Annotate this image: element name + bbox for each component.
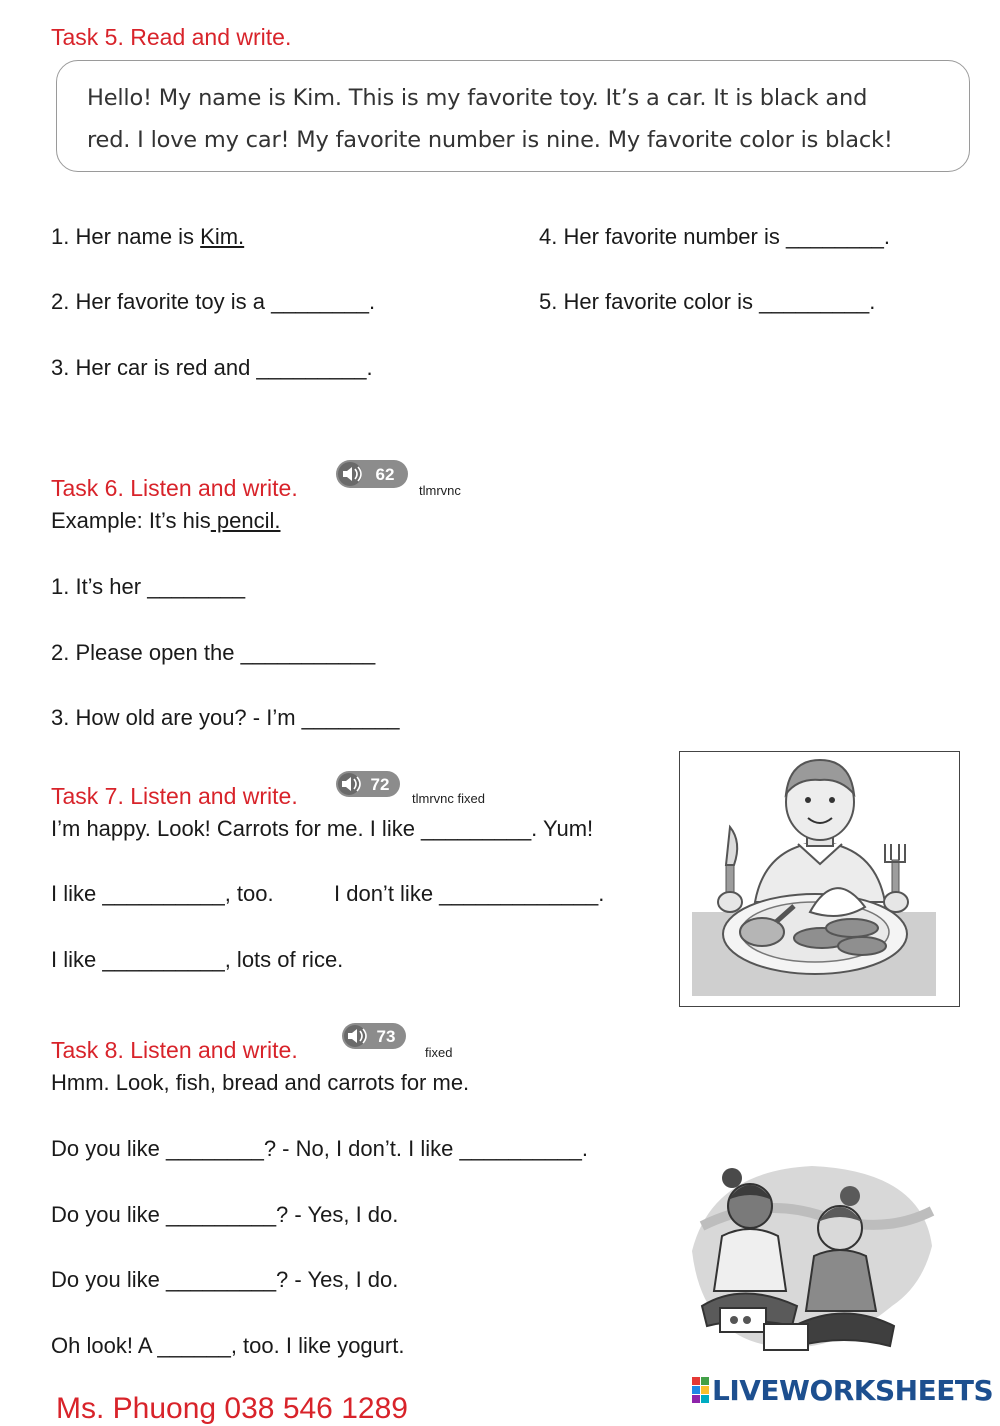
task7-note: tlmrvnc fixed — [412, 791, 485, 806]
boy-eating-picture — [679, 751, 960, 1007]
audio-track-number: 73 — [376, 1027, 396, 1046]
example-answer: pencil. — [210, 508, 281, 533]
task6-note: tlmrvnc — [419, 483, 461, 498]
task7-line-2b[interactable]: I don’t like _____________. — [334, 881, 605, 906]
task6-example — [51, 508, 281, 534]
liveworksheets-logo — [692, 1374, 993, 1406]
audio-track-number: 62 — [375, 465, 395, 484]
task5-question-4[interactable]: 4. Her favorite number is ________. — [539, 224, 890, 249]
task6-question-1[interactable]: 1. It’s her ________ — [51, 574, 246, 599]
task8-line-1: Hmm. Look, fish, bread and carrots for me. — [51, 1070, 470, 1095]
task8-title: Task 8. Listen and write. — [51, 1037, 298, 1063]
task5-question-2[interactable]: 2. Her favorite toy is a ________. — [51, 289, 376, 314]
task5-question-1 — [51, 224, 244, 250]
author-footer: Ms. Phuong 038 546 1289 — [56, 1392, 408, 1425]
task8-line-4[interactable]: Do you like _________? - Yes, I do. — [51, 1267, 399, 1292]
girls-picnic-picture — [672, 1156, 942, 1368]
task7-line-1[interactable]: I’m happy. Look! Carrots for me. I like _________. Yum! — [51, 816, 594, 841]
passage-line-1: Hello! My name is Kim. This is my favorite toy. It’s a car. It is black and — [87, 85, 868, 111]
task8-note: fixed — [425, 1045, 453, 1060]
audio-button-62[interactable] — [335, 459, 409, 489]
question-text: 1. Her name is — [51, 224, 201, 249]
reading-passage — [56, 60, 970, 172]
task8-line-3[interactable]: Do you like _________? - Yes, I do. — [51, 1202, 399, 1227]
live-logo-icon — [692, 1377, 710, 1403]
task5-question-3[interactable]: 3. Her car is red and _________. — [51, 355, 373, 380]
passage-line-2: red. I love my car! My favorite number is nine. My favorite color is black! — [87, 127, 893, 153]
task5-question-5[interactable]: 5. Her favorite color is _________. — [539, 289, 876, 314]
audio-button-73[interactable] — [341, 1022, 415, 1052]
task5-title: Task 5. Read and write. — [51, 24, 292, 50]
task6-title: Task 6. Listen and write. — [51, 475, 298, 501]
task6-question-3[interactable]: 3. How old are you? - I’m ________ — [51, 705, 400, 730]
task7-line-3[interactable]: I like __________, lots of rice. — [51, 947, 344, 972]
task8-line-5[interactable]: Oh look! A ______, too. I like yogurt. — [51, 1333, 405, 1358]
task7-line-2a[interactable]: I like __________, too. — [51, 881, 274, 906]
logo-text: LIVEWORKSHEETS — [712, 1374, 994, 1407]
audio-button-72[interactable] — [335, 770, 409, 800]
answer-field-name[interactable]: Kim. — [200, 224, 245, 249]
task8-line-2[interactable]: Do you like ________? - No, I don’t. I like __________. — [51, 1136, 588, 1161]
example-text: Example: It’s his — [51, 508, 211, 533]
audio-track-number: 72 — [370, 775, 390, 794]
task7-title: Task 7. Listen and write. — [51, 783, 298, 809]
task6-question-2[interactable]: 2. Please open the ___________ — [51, 640, 376, 665]
